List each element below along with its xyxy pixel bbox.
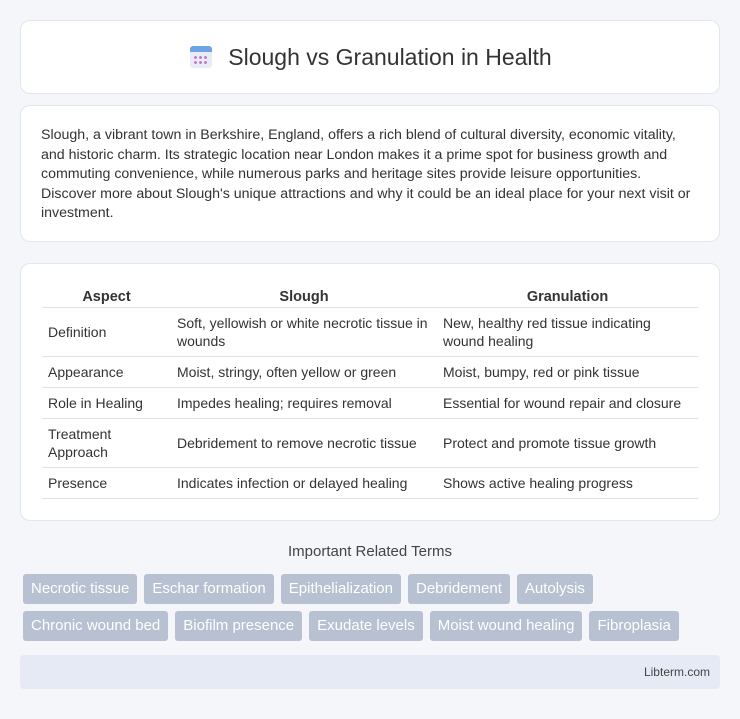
cell-aspect: Definition: [42, 308, 171, 357]
tag-fibroplasia[interactable]: Fibroplasia: [589, 611, 678, 641]
related-terms-title: Important Related Terms: [288, 543, 452, 560]
table-row: [42, 468, 698, 499]
cell-aspect: Presence: [42, 468, 171, 499]
cell-slough: Soft, yellowish or white necrotic tissue in wounds: [171, 308, 437, 357]
footer-link[interactable]: Libterm.com: [643, 665, 710, 679]
cell-aspect: Appearance: [42, 357, 171, 388]
cell-slough: Indicates infection or delayed healing: [171, 468, 437, 499]
tag-autolysis[interactable]: Autolysis: [517, 574, 593, 604]
page-title: Slough vs Granulation in Health: [228, 43, 552, 70]
tag-chronic-wound-bed[interactable]: Chronic wound bed: [23, 611, 168, 641]
tag-row: [23, 611, 723, 641]
intro-card: [20, 105, 720, 242]
cell-slough: Moist, stringy, often yellow or green: [171, 357, 437, 388]
tag-exudate-levels[interactable]: Exudate levels: [309, 611, 423, 641]
header-aspect: Aspect: [42, 286, 171, 308]
cell-granulation: Essential for wound repair and closure: [437, 388, 698, 419]
intro-text: Slough, a vibrant town in Berkshire, England, offers a rich blend of cultural diversity, economic vitality, and historic charm. Its strategic location near London makes it a prime spot for business growth and commuting convenience, while numerous parks and heritage sites provide leisure opportunities. Discover more about Slough's unique attractions and why it could be an ideal place for your next visit or investment.: [41, 127, 691, 222]
table-row: [42, 357, 698, 388]
table-row: [42, 308, 698, 357]
comparison-card: [20, 263, 720, 521]
tag-debridement[interactable]: Debridement: [408, 574, 510, 604]
related-terms: [23, 574, 723, 648]
tag-moist-wound-healing[interactable]: Moist wound healing: [430, 611, 583, 641]
tag-eschar-formation[interactable]: Eschar formation: [144, 574, 273, 604]
tag-necrotic-tissue[interactable]: Necrotic tissue: [23, 574, 137, 604]
cell-granulation: New, healthy red tissue indicating wound healing: [437, 308, 698, 357]
header-granulation: Granulation: [437, 286, 698, 308]
calendar-icon: [188, 44, 214, 70]
tag-row: [23, 574, 723, 604]
cell-granulation: Shows active healing progress: [437, 468, 698, 499]
tag-epithelialization[interactable]: Epithelialization: [281, 574, 401, 604]
cell-granulation: Protect and promote tissue growth: [437, 419, 698, 468]
cell-slough: Debridement to remove necrotic tissue: [171, 419, 437, 468]
header-slough: Slough: [171, 286, 437, 308]
tag-biofilm-presence[interactable]: Biofilm presence: [175, 611, 302, 641]
cell-aspect: Role in Healing: [42, 388, 171, 419]
table-header-row: [42, 286, 698, 308]
cell-aspect: Treatment Approach: [42, 419, 171, 468]
header-card: [20, 20, 720, 94]
footer: [20, 655, 720, 689]
comparison-table: [42, 286, 698, 499]
table-row: [42, 388, 698, 419]
table-row: [42, 419, 698, 468]
cell-granulation: Moist, bumpy, red or pink tissue: [437, 357, 698, 388]
cell-slough: Impedes healing; requires removal: [171, 388, 437, 419]
